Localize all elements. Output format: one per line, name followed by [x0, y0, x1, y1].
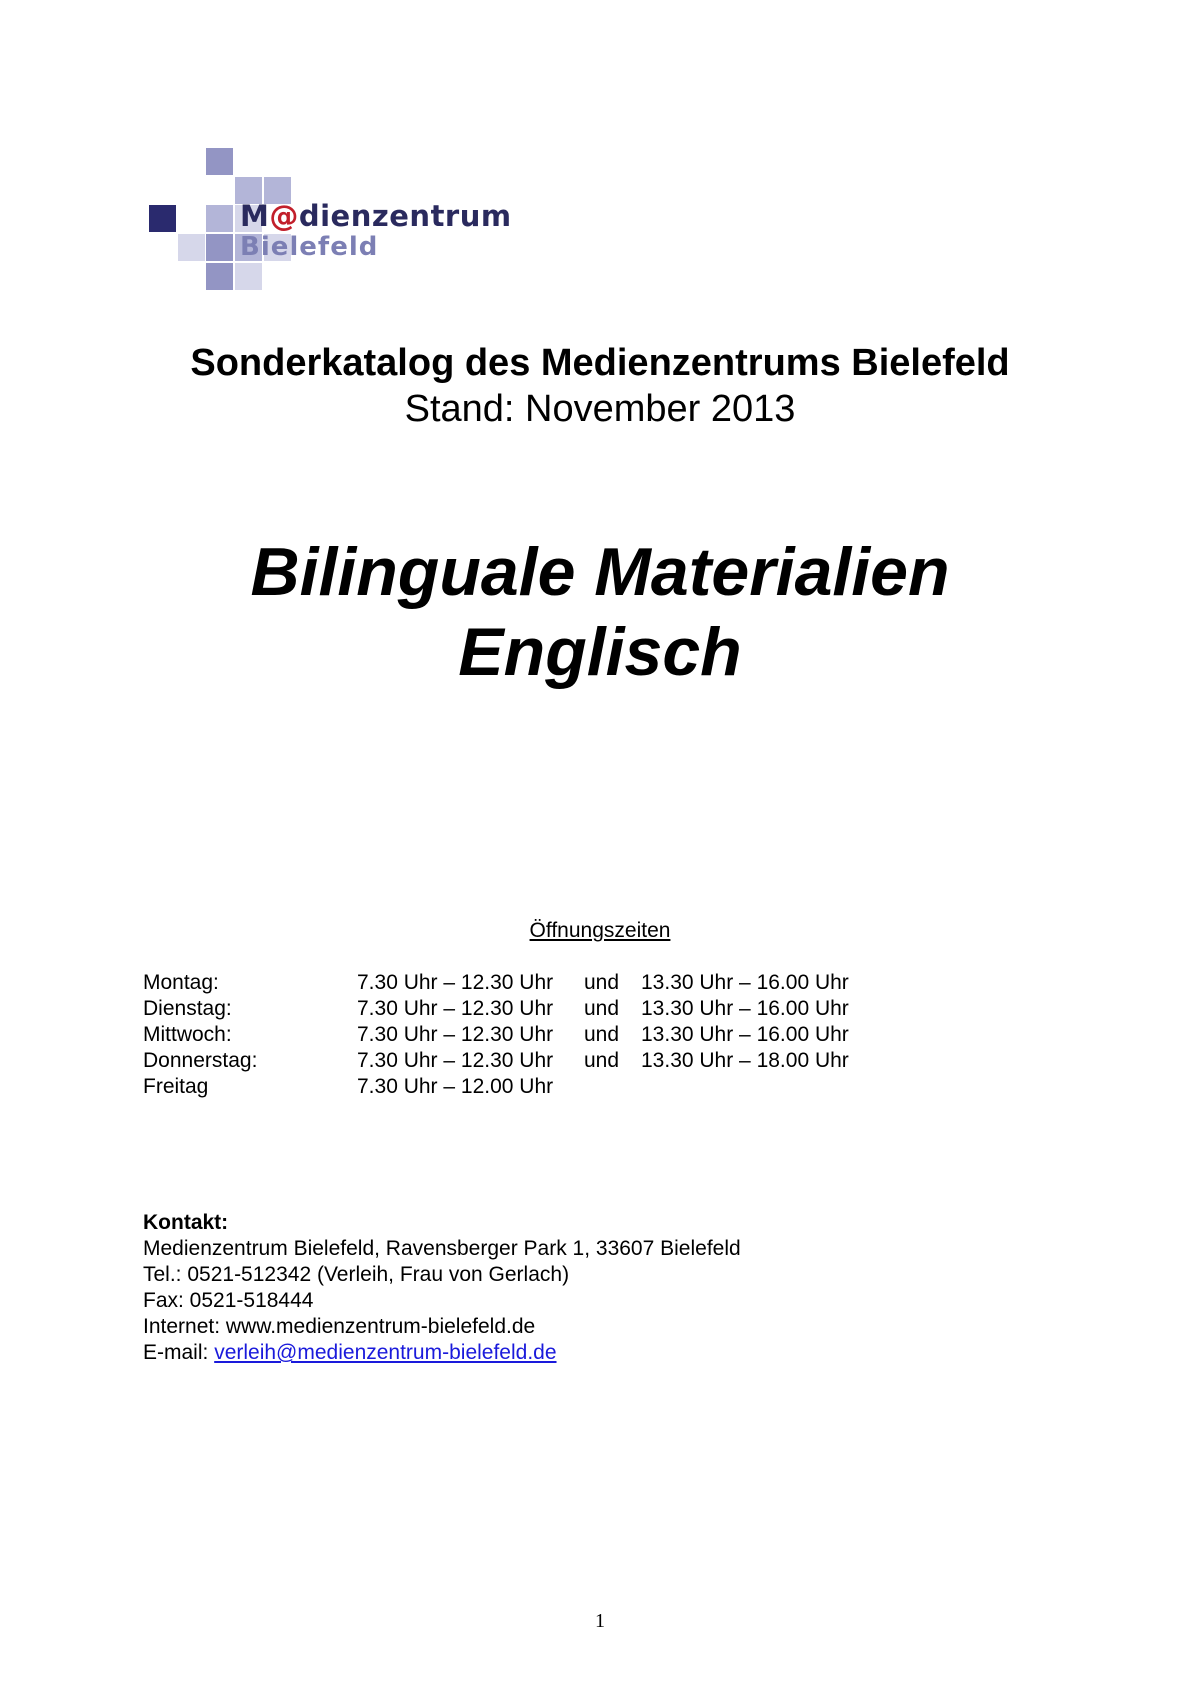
contact-address: Medienzentrum Bielefeld, Ravensberger Park 1, 33607 Bielefeld — [143, 1237, 741, 1260]
contact-block — [143, 1210, 741, 1366]
logo-square — [149, 205, 176, 232]
contact-email-line — [143, 1340, 741, 1366]
logo-square — [206, 205, 233, 232]
contact-phone: Tel.: 0521-512342 (Verleih, Frau von Gerlach) — [143, 1263, 570, 1286]
hours-day: Dienstag: — [143, 997, 232, 1020]
hours-morning: 7.30 Uhr – 12.30 Uhr — [357, 997, 554, 1020]
opening-hours-heading: Öffnungszeiten — [529, 919, 671, 942]
logo-square — [178, 234, 205, 261]
hours-afternoon: 13.30 Uhr – 16.00 Uhr — [641, 971, 849, 994]
contact-fax: Fax: 0521-518444 — [143, 1289, 314, 1312]
hours-morning: 7.30 Uhr – 12.30 Uhr — [357, 1023, 554, 1046]
logo-wordmark-line1 — [240, 199, 512, 233]
hours-morning: 7.30 Uhr – 12.30 Uhr — [357, 1049, 554, 1072]
main-title-line1: Bilinguale Materialien — [250, 534, 950, 610]
logo-square — [206, 148, 233, 175]
logo-letter-m: M — [240, 199, 270, 233]
hours-day: Mittwoch: — [143, 1023, 232, 1046]
catalog-date: Stand: November 2013 — [404, 388, 796, 430]
contact-email-link[interactable]: verleih@medienzentrum-bielefeld.de — [214, 1341, 557, 1364]
logo-square — [206, 263, 233, 290]
hours-connector: und — [584, 1049, 620, 1072]
medienzentrum-logo — [149, 148, 529, 290]
hours-morning: 7.30 Uhr – 12.00 Uhr — [357, 1075, 554, 1098]
hours-afternoon: 13.30 Uhr – 16.00 Uhr — [641, 1023, 849, 1046]
hours-day: Donnerstag: — [143, 1049, 258, 1072]
logo-wordmark — [240, 199, 512, 262]
contact-heading: Kontakt: — [143, 1211, 229, 1234]
hours-day: Montag: — [143, 971, 219, 994]
hours-afternoon: 13.30 Uhr – 18.00 Uhr — [641, 1049, 849, 1072]
page-number: 1 — [595, 1610, 605, 1632]
hours-connector: und — [584, 1023, 620, 1046]
logo-wordmark-rest: dienzentrum — [298, 199, 512, 233]
hours-connector: und — [584, 997, 620, 1020]
logo-square — [235, 263, 262, 290]
hours-morning: 7.30 Uhr – 12.30 Uhr — [357, 971, 554, 994]
catalog-title: Sonderkatalog des Medienzentrums Bielefeld — [190, 342, 1010, 384]
hours-afternoon: 13.30 Uhr – 16.00 Uhr — [641, 997, 849, 1020]
logo-square — [206, 234, 233, 261]
main-title-line2: Englisch — [458, 614, 742, 690]
hours-connector: und — [584, 971, 620, 994]
logo-at-sign: @ — [269, 199, 299, 233]
logo-wordmark-line2: Bielefeld — [240, 232, 379, 262]
hours-day: Freitag — [143, 1075, 209, 1098]
contact-internet: Internet: www.medienzentrum-bielefeld.de — [143, 1315, 536, 1338]
contact-email-label: E-mail: — [143, 1341, 215, 1364]
